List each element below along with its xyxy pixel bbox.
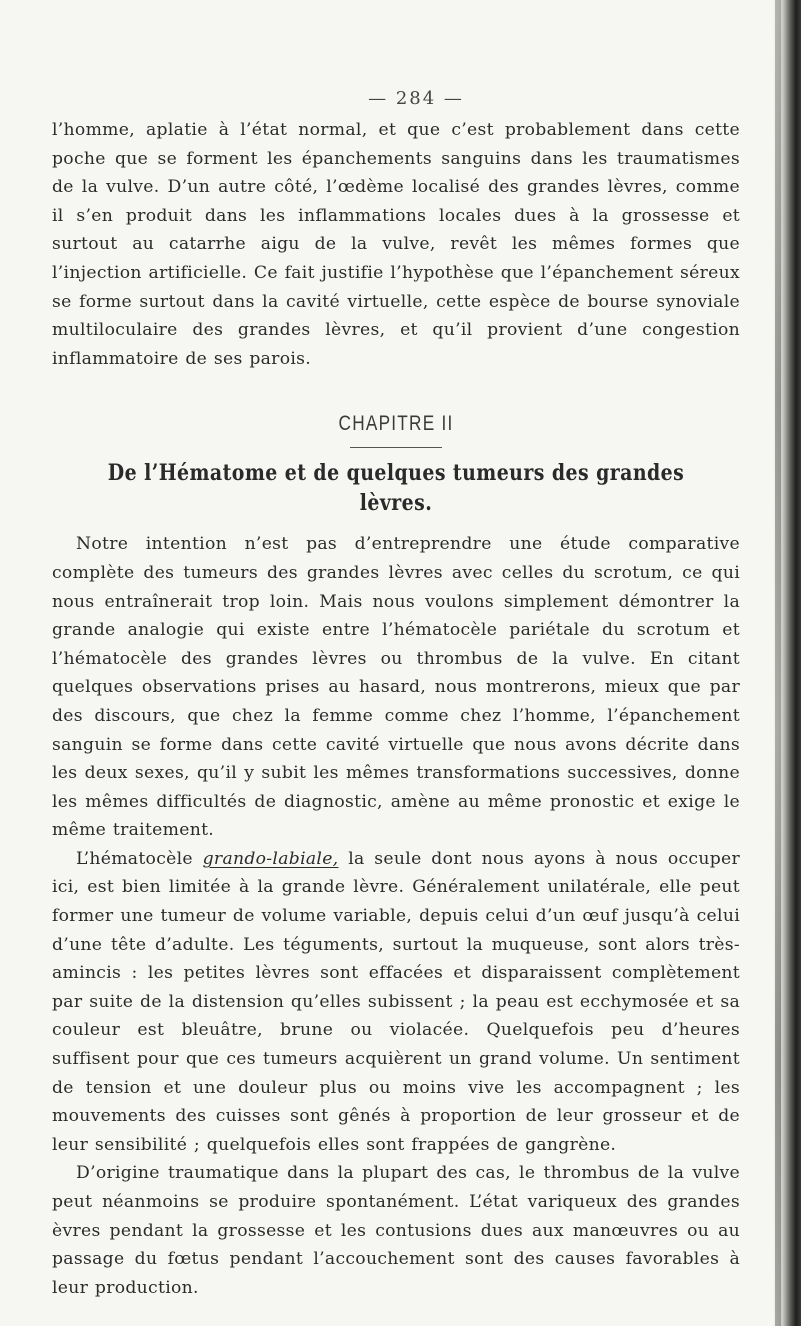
page-edge-shadow (775, 0, 781, 1326)
paragraph-origin: D’origine traumatique dans la plupart des cas, le thrombus de la vulve peut néanmoins se produire spontanément. L’état variqueux des grandes èvres pendant la grossesse et les contusions dues aux manœuvres ou au passage du fœtus pendant l’accouchement sont des causes favorables à leur production. (52, 1163, 740, 1298)
page-text-block (52, 88, 740, 1302)
paragraph-continuation: l’homme, aplatie à l’état normal, et que c’est probablement dans cette poche que se forment les épanchements sanguins dans les traumatismes de la vulve. D’un autre côté, l’œdème localisé des grandes lèvres, comme il s’en produit dans les inflammations locales dues à la grossesse et surtout au catarrhe aigu de la vulve, revêt les mêmes formes que l’injection artificielle. Ce fait justifie l’hypothèse que l’épanchement séreux se forme surtout dans la cavité virtuelle, cette espèce de bourse synoviale multiloculaire des grandes lèvres, et qu’il provient d’une congestion inflammatoire de ses parois. (52, 120, 740, 369)
chapter-rule (350, 447, 442, 448)
chapter-title: De l’Hématome et de quelques tumeurs des grandes lèvres. (107, 460, 685, 517)
paragraph-hematocele-rest: la seule dont nous ayons à nous occuper ici, est bien limitée à la grande lèvre. Généralement unilatérale, elle peut former une tumeur de volume variable, depuis celui d’un œuf jusqu’à celui d’une tête d’adulte. Les téguments, surtout la muqueuse, sont alors très-amincis : les petites lèvres sont effacées et disparaissent complètement par suite de la distension qu’elles subissent ; la peau est ecchymosée et sa couleur est bleuâtre, brune ou violacée. Quelquefois peu d’heures suffisent pour que ces tumeurs acquièrent un grand volume. Un sentiment de tension et une douleur plus ou moins vive les accompagnent ; les mouvements des cuisses sont gênés à proportion de leur grosseur et de leur sensibilité ; quelquefois elles sont frappées de gangrène. (52, 848, 741, 1155)
page-number: — 284 — (368, 88, 464, 109)
paragraph-intro: Notre intention n’est pas d’entreprendre une étude comparative complète des tumeurs des grandes lèvres avec celles du scrotum, ce qui nous entraînerait trop loin. Mais nous voulons simplement démontrer la grande analogie qui existe entre l’hématocèle pariétale du scrotum et l’hématocèle des grandes lèvres ou thrombus de la vulve. En citant quelques observations prises au hasard, nous montrerons, mieux que par des discours, que chez la femme comme chez l’homme, l’épanchement sanguin se forme dans cette cavité virtuelle que nous avons décrite dans les deux sexes, qu’il y subit les mêmes transformations successives, donne les mêmes difficultés de diagnostic, amène au même pronostic et exige le même traitement. (52, 534, 740, 841)
paragraph-hematocele (52, 845, 740, 1160)
paragraph-hematocele-term: grando-labiale, (202, 848, 339, 869)
chapter-heading: CHAPITRE II (338, 412, 454, 436)
paragraph-hematocele-start: L’hématocèle (76, 848, 203, 869)
